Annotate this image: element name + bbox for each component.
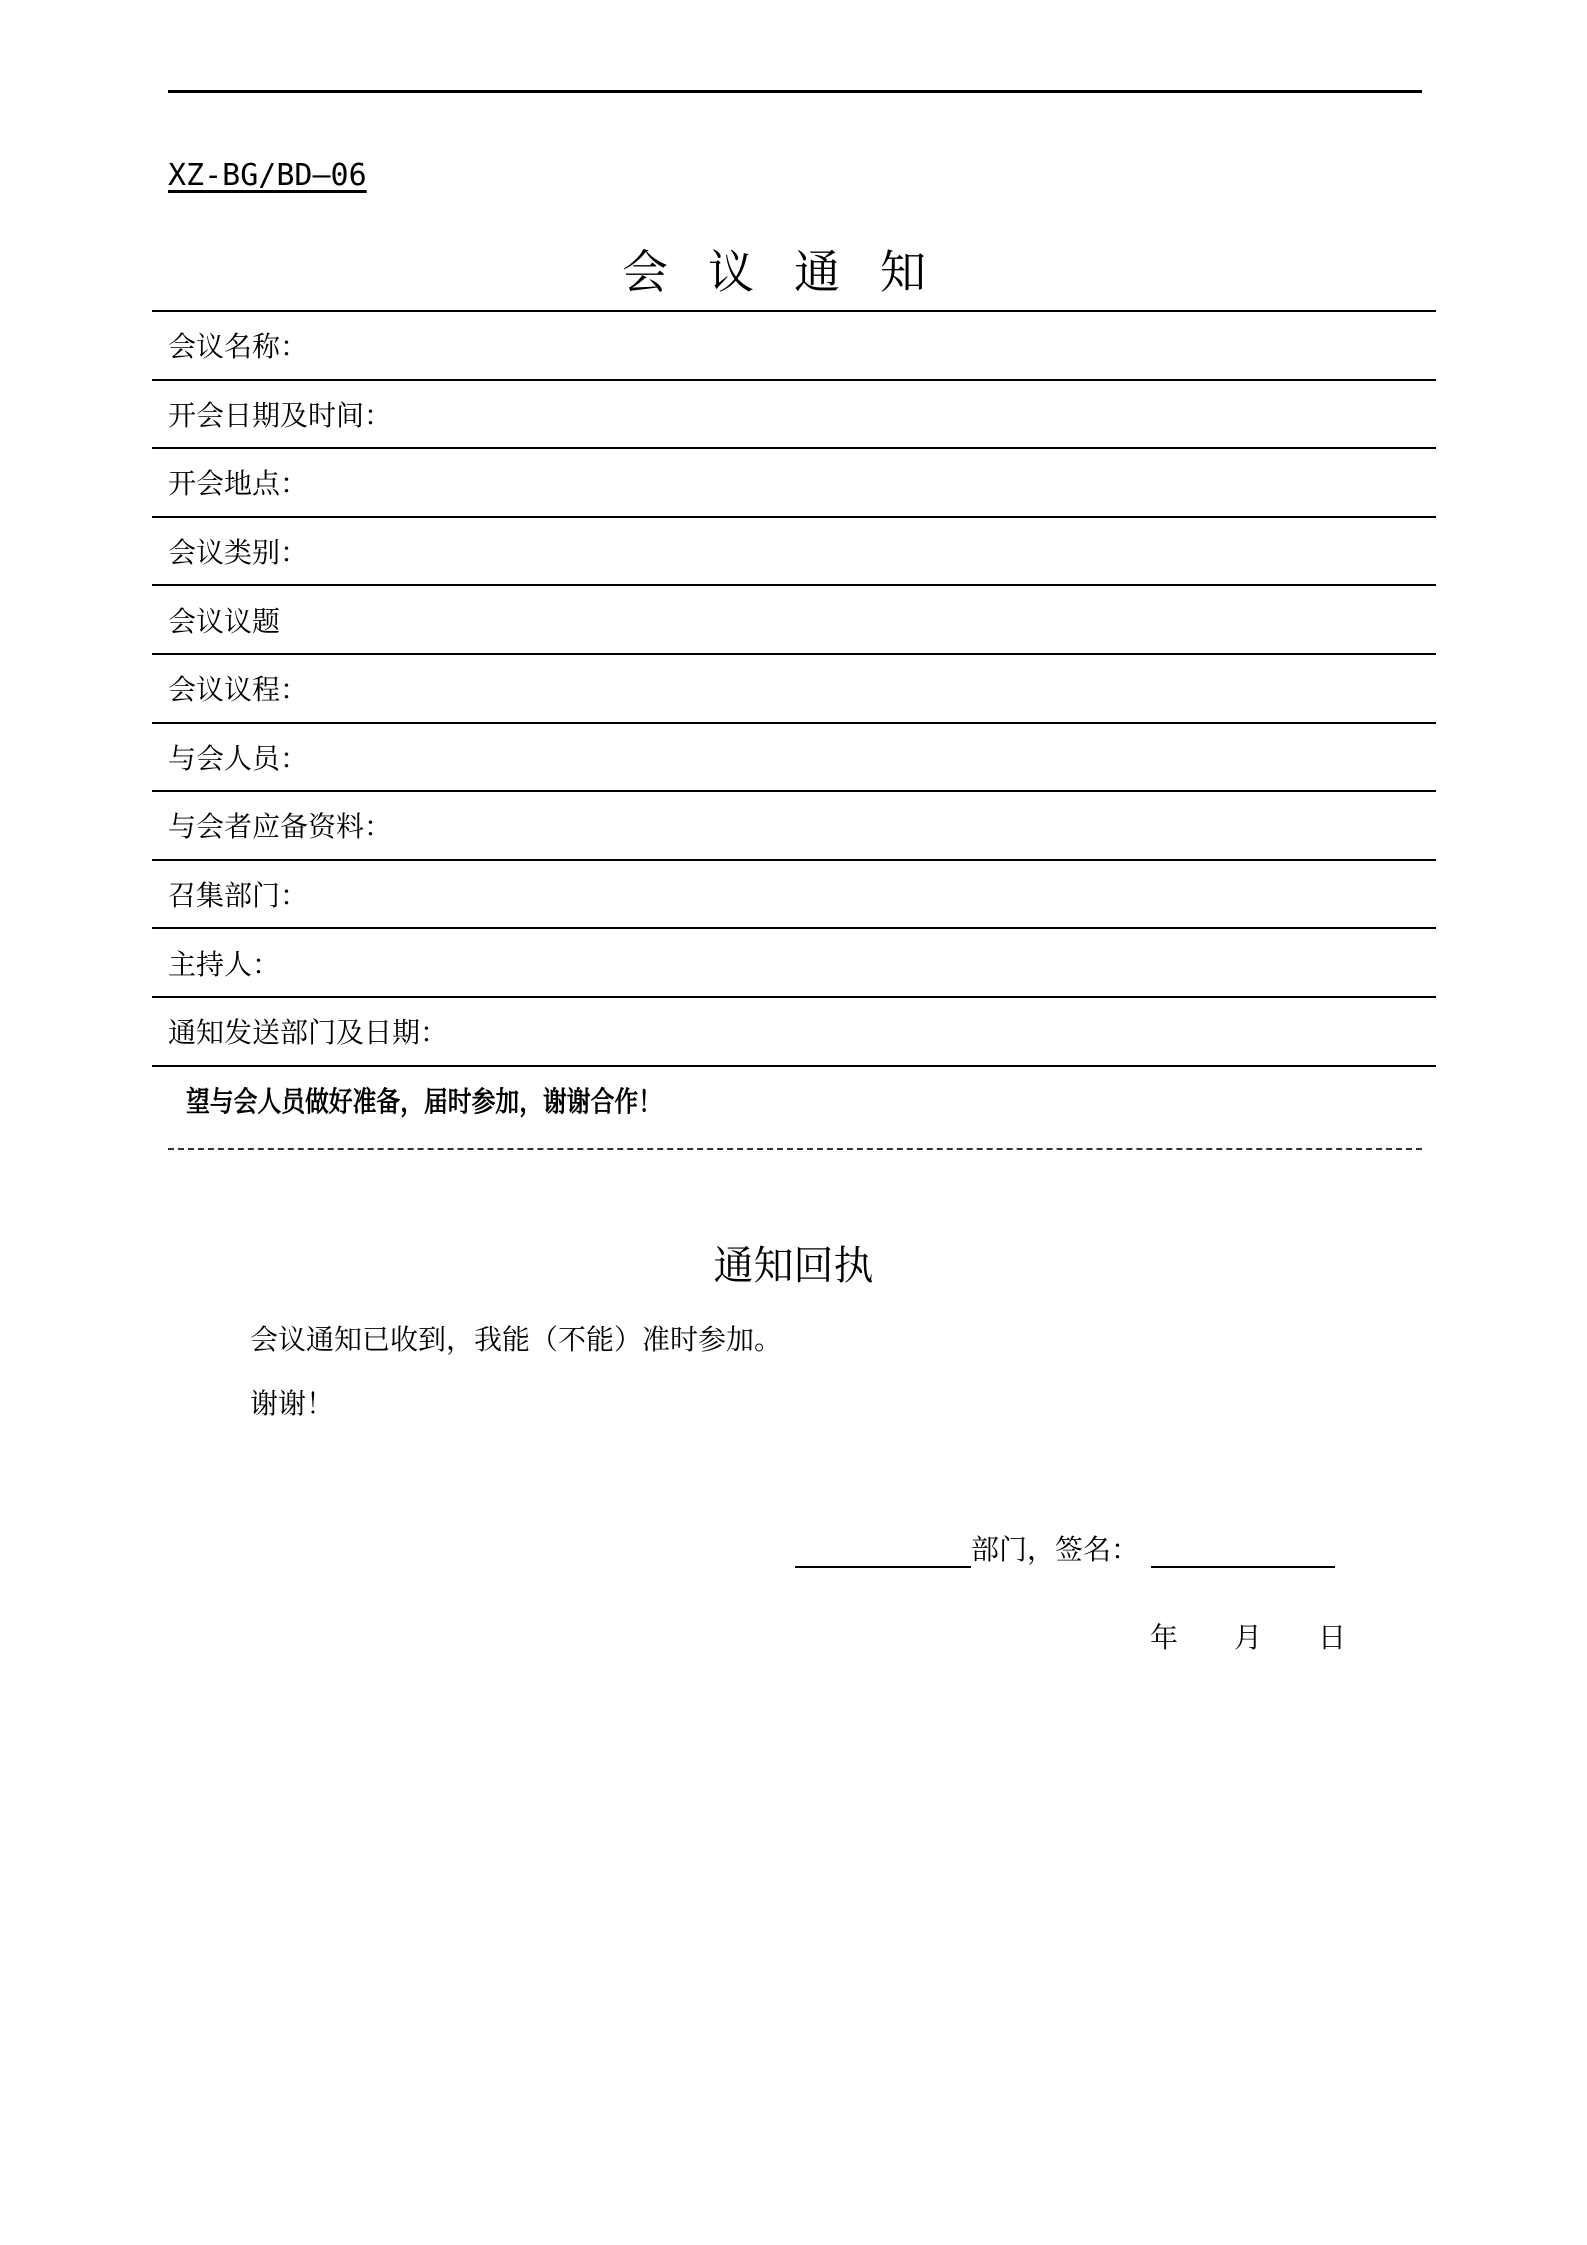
field-meeting-category[interactable]: [152, 518, 1436, 587]
receipt-statement: 会议通知已收到，我能（不能）准时参加。: [250, 1323, 783, 1356]
department-signature-label: 部门，签名：: [971, 1533, 1140, 1566]
field-sender-and-date[interactable]: [152, 998, 1436, 1067]
year-label: 年: [1150, 1621, 1179, 1654]
field-label: 开会地点：: [168, 467, 309, 501]
field-label: 召集部门：: [168, 879, 309, 913]
department-blank[interactable]: [795, 1536, 971, 1568]
field-label: 会议类别：: [168, 536, 309, 570]
signature-blank[interactable]: [1151, 1536, 1335, 1568]
field-label: 主持人：: [168, 947, 281, 981]
field-required-materials[interactable]: [152, 792, 1436, 861]
field-label: 与会者应备资料：: [168, 810, 393, 844]
field-attendees[interactable]: [152, 724, 1436, 793]
field-label: 开会日期及时间：: [168, 398, 393, 432]
receipt-thanks: 谢谢！: [250, 1387, 335, 1420]
month-label: 月: [1234, 1621, 1263, 1654]
field-meeting-agenda[interactable]: [152, 655, 1436, 724]
field-label: 与会人员：: [168, 741, 309, 775]
cut-line: [168, 1148, 1422, 1150]
document-code: XZ-BG/BD—06: [168, 158, 367, 193]
day-label: 日: [1318, 1621, 1347, 1654]
page-title: 会议通知: [622, 245, 966, 299]
field-label: 通知发送部门及日期：: [168, 1016, 449, 1050]
header-rule: [168, 90, 1422, 93]
field-host[interactable]: [152, 929, 1436, 998]
signature-row: [795, 1528, 1335, 1568]
closing-note: 望与会人员做好准备，届时参加，谢谢合作！: [186, 1085, 663, 1118]
field-meeting-name[interactable]: [152, 312, 1436, 381]
field-label: 会议议题: [168, 604, 281, 638]
field-label: 会议议程：: [168, 673, 309, 707]
notice-form-table: [152, 310, 1436, 1067]
field-meeting-topic[interactable]: [152, 586, 1436, 655]
receipt-title: 通知回执: [713, 1243, 874, 1289]
field-meeting-location[interactable]: [152, 449, 1436, 518]
field-convening-department[interactable]: [152, 861, 1436, 930]
field-meeting-datetime[interactable]: [152, 381, 1436, 450]
date-row: [1150, 1616, 1402, 1656]
field-label: 会议名称：: [168, 330, 309, 364]
